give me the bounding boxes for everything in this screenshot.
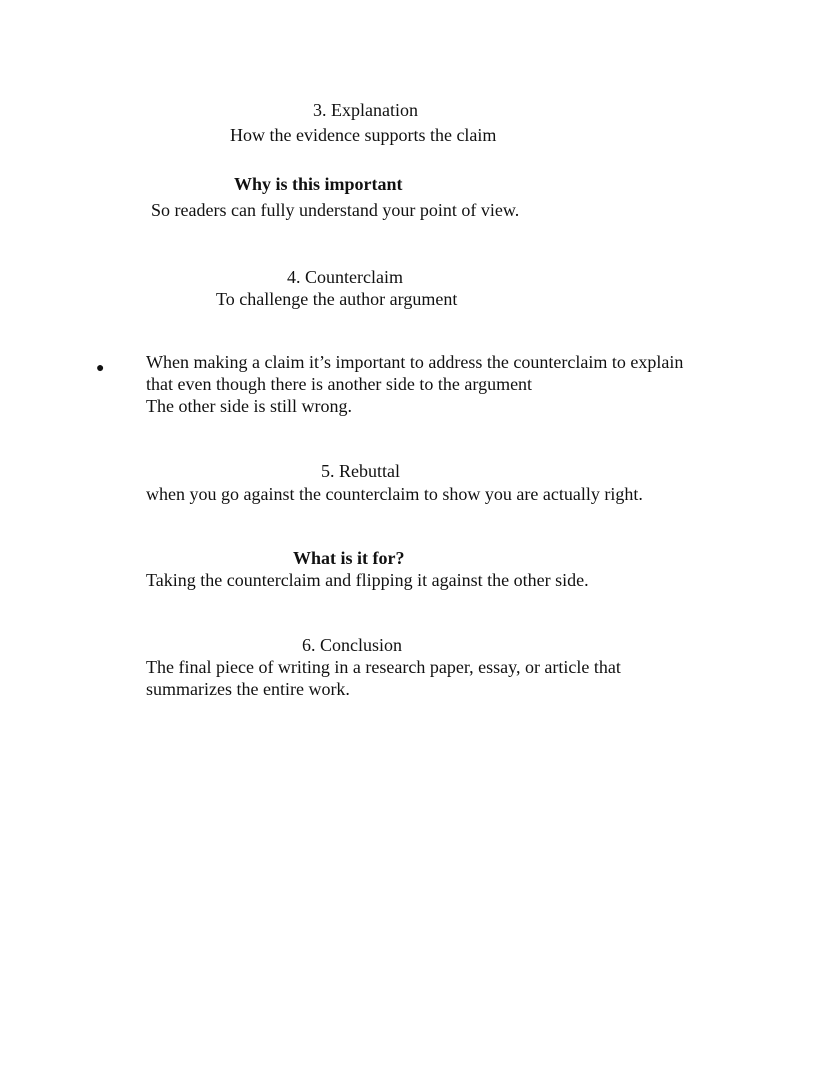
counterclaim-text: To challenge the author argument <box>216 289 458 309</box>
rebuttal-heading: 5. Rebuttal <box>321 461 400 481</box>
bullet-line-3: The other side is still wrong. <box>146 396 352 416</box>
bullet-line-1: When making a claim it’s important to address the counterclaim to explain <box>146 352 684 372</box>
what-for-text: Taking the counterclaim and flipping it against the other side. <box>146 570 589 590</box>
bullet-line-2: that even though there is another side to the argument <box>146 374 533 394</box>
why-important-text: So readers can fully understand your point of view. <box>151 200 520 220</box>
conclusion-line-2: summarizes the entire work. <box>146 679 350 699</box>
rebuttal-text: when you go against the counterclaim to show you are actually right. <box>146 484 643 504</box>
conclusion-line-1: The final piece of writing in a research paper, essay, or article that <box>146 657 621 677</box>
why-important-heading: Why is this important <box>234 174 403 194</box>
counterclaim-heading: 4. Counterclaim <box>287 267 403 287</box>
what-for-heading: What is it for? <box>293 548 405 568</box>
explanation-heading: 3. Explanation <box>313 100 418 120</box>
conclusion-heading: 6. Conclusion <box>302 635 403 655</box>
bullet-marker: ● <box>96 361 105 376</box>
explanation-text: How the evidence supports the claim <box>230 125 497 145</box>
